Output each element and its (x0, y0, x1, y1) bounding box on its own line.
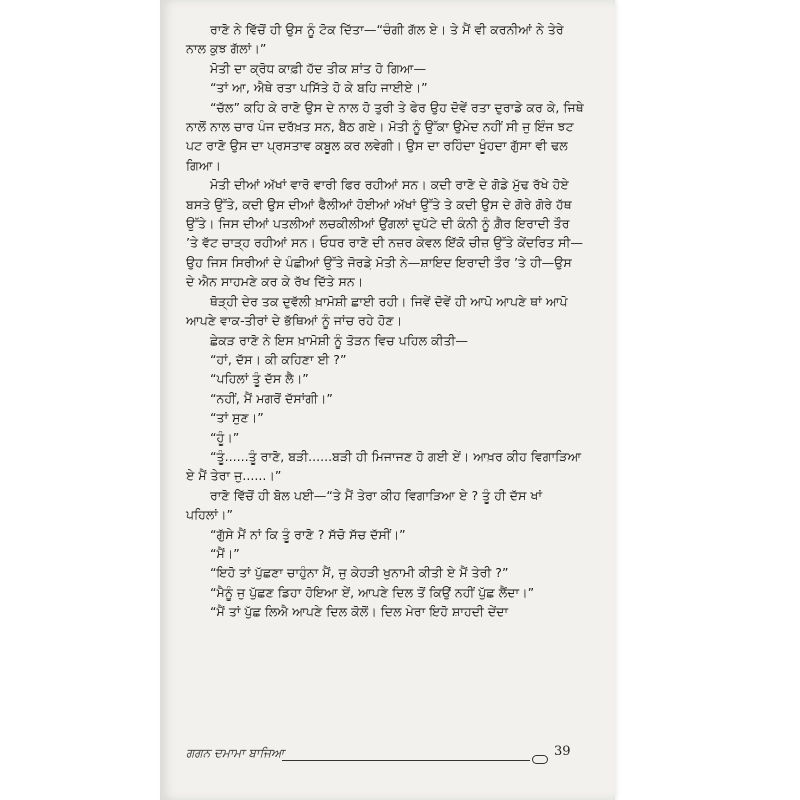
paragraph: “ਚੱਲ” ਕਹਿ ਕੇ ਰਾਣੋ ਉਸ ਦੇ ਨਾਲ ਹੋ ਤੁਰੀ ਤੇ ਫੇਰ ਉਹ ਦੋਵੇਂ ਰਤਾ ਦੁਰਾਡੇ ਕਰ ਕੇ, ਜਿਥੇ ਨਾਲੋਂ ਨਾਲ ਚਾਰ ਪੰਜ ਦਰੱਖ਼ਤ ਸਨ, ਬੈਠ ਗਏ। ਮੋਤੀ ਨੂੰ ਉੱਕਾ ਉਮੇਦ ਨਹੀਂ ਸੀ ਜੁ ਇੰਜ ਝਟ ਪਟ ਰਾਣੋ ਉਸ ਦਾ ਪ੍ਰਸਤਾਵ ਕਬੂਲ ਕਰ ਲਵੇਗੀ। ਉਸ ਦਾ ਰਹਿੰਦਾ ਖੂੰਹਦਾ ਗੁੱਸਾ ਵੀ ਢਲ ਗਿਆ। (186, 99, 584, 173)
page-text (186, 20, 584, 622)
paragraph: “ਇਹੋ ਤਾਂ ਪੁੱਛਣਾ ਚਾਹੁੰਨਾ ਮੈਂ, ਜੁ ਕੇਹੜੀ ਖੁਨਾਮੀ ਕੀਤੀ ਏ ਮੈਂ ਤੇਰੀ ?” (210, 565, 509, 581)
footer-ornament-icon (532, 755, 548, 764)
paragraph: “ਹਾਂ, ਦੱਸ। ਕੀ ਕਹਿਣਾ ਈ ?” (210, 351, 347, 367)
paragraph: “ਤੂੰ......ਤੂੰ ਰਾਣੋ, ਬੜੀ......ਬੜੀ ਹੀ ਮਿਜਾਜਣ ਹੋ ਗਈ ਏਂ। ਆਖ਼ਰ ਕੀਹ ਵਿਗਾੜਿਆ ਏ ਮੈਂ ਤੇਰਾ ਜੁ......।” (186, 448, 582, 484)
paragraph: “ਗੁੱਸੇ ਮੈਂ ਨਾਂ ਕਿ ਤੂੰ ਰਾਣੋ ? ਸੱਚੋ ਸੱਚ ਦੱਸੀਂ।” (210, 526, 406, 542)
paragraph: ਮੋਤੀ ਦਾ ਕ੍ਰੋਧ ਕਾਫ਼ੀ ਹੱਦ ਤੀਕ ਸ਼ਾਂਤ ਹੋ ਗਿਆ— (210, 60, 427, 76)
paragraph: “ਮੈਂ ਤਾਂ ਪੁੱਛ ਲਿਐ ਆਪਣੇ ਦਿਲ ਕੋਲੋਂ। ਦਿਲ ਮੇਰਾ ਇਹੋ ਸ਼ਾਹਦੀ ਦੇਂਦਾ (210, 604, 509, 620)
paragraph: “ਮੈਂ।” (210, 545, 240, 561)
footer-rule (282, 760, 530, 761)
paragraph: ਛੇਕੜ ਰਾਣੋ ਨੇ ਇਸ ਖ਼ਾਮੋਸ਼ੀ ਨੂੰ ਤੋੜਨ ਵਿਚ ਪਹਿਲ ਕੀਤੀ— (210, 332, 469, 348)
page-number: 39 (554, 744, 571, 759)
page-footer (186, 744, 586, 766)
paragraph: ਰਾਣੋ ਵਿੱਚੋਂ ਹੀ ਬੋਲ ਪਈ—“ਤੇ ਮੈਂ ਤੇਰਾ ਕੀਹ ਵਿਗਾੜਿਆ ਏ ? ਤੂੰ ਹੀ ਦੱਸ ਖਾਂ ਪਹਿਲਾਂ।” (186, 487, 543, 523)
paragraph: “ਤਾਂ ਆ, ਐਥੇ ਰਤਾ ਪਸਿੱਤੇ ਹੋ ਕੇ ਬਹਿ ਜਾਈਏ।” (210, 80, 428, 96)
paragraph: ਮੋਤੀ ਦੀਆਂ ਅੱਖਾਂ ਵਾਰੋ ਵਾਰੀ ਫਿਰ ਰਹੀਆਂ ਸਨ। ਕਦੀ ਰਾਣੋ ਦੇ ਗੋਡੇ ਮੁੱਢ ਰੱਖੇ ਹੋਏ ਬਸਤੇ ਉੱਤੇ, ਕਦੀ ਉਸ ਦੀਆਂ ਫੈਲੀਆਂ ਹੋਈਆਂ ਅੱਖਾਂ ਉੱਤੇ ਤੇ ਕਦੀ ਉਸ ਦੇ ਗੋਰੇ ਗੋਰੇ ਹੱਥ ਉੱਤੇ। ਜਿਸ ਦੀਆਂ ਪਤਲੀਆਂ ਲਚਕੀਲੀਆਂ ਉਂਗਲਾਂ ਦੁਪੱਟੇ ਦੀ ਕੰਨੀ ਨੂੰ ਗ਼ੈਰ ਇਰਾਦੀ ਤੌਰ ’ਤੇ ਵੱਟ ਚਾੜ੍ਹ ਰਹੀਆਂ ਸਨ। ਓਧਰ ਰਾਣੋ ਦੀ ਨਜ਼ਰ ਕੇਵਲ ਇੱਕੋ ਚੀਜ਼ ਉੱਤੇ ਕੇਂਦਰਿਤ ਸੀ—ਉਹ ਜਿਸ ਸਿਰੀਆਂ ਦੇ ਪੰਛੀਆਂ ਉੱਤੇ ਜੋਰਡ਼ੇ ਮੋਤੀ ਨੇ—ਸ਼ਾਇਦ ਇਰਾਦੀ ਤੌਰ ’ਤੇ ਹੀ—ਉਸ ਦੇ ਐਨ ਸਾਹਮਣੇ ਕਰ ਕੇ ਰੱਖ ਦਿੱਤੇ ਸਨ। (186, 177, 583, 290)
paragraph: “ਪਹਿਲਾਂ ਤੂੰ ਦੱਸ ਲੈ।” (210, 371, 309, 387)
paragraph: “ਨਹੀਂ, ਮੈਂ ਮਗਰੋਂ ਦੱਸਾਂਗੀ।” (210, 390, 333, 406)
paragraph: “ਮੈਨੂੰ ਜੁ ਪੁੱਛਣ ਡਿਹਾ ਹੋਇਆ ਏਂ, ਆਪਣੇ ਦਿਲ ਤੋਂ ਕਿਉਂ ਨਹੀਂ ਪੁੱਛ ਲੈਂਦਾ।” (210, 584, 535, 600)
paragraph: ਰਾਣੋ ਨੇ ਵਿੱਚੋਂ ਹੀ ਉਸ ਨੂੰ ਟੋਕ ਦਿੱਤਾ—“ਚੰਗੀ ਗੱਲ ਏ। ਤੇ ਮੈਂ ਵੀ ਕਰਨੀਆਂ ਨੇ ਤੇਰੇ ਨਾਲ ਕੁਝ ਗੱਲਾਂ।” (186, 22, 564, 57)
paragraph: “ਤਾਂ ਸੁਣ।” (210, 410, 264, 426)
running-title: ਗਗਨ ਦਮਾਮਾ ਬਾਜਿਆ (186, 746, 285, 760)
paragraph: “ਹੂੰ।” (210, 429, 240, 445)
paragraph: ਥੋੜ੍ਹੀ ਦੇਰ ਤਕ ਦੁਵੱਲੀ ਖ਼ਾਮੋਸ਼ੀ ਛਾਈ ਰਹੀ। ਜਿਵੇਂ ਦੋਵੇਂ ਹੀ ਆਪੋ ਆਪਣੇ ਥਾਂ ਆਪੋ ਆਪਣੇ ਵਾਕ-ਤੀਰਾਂ ਦੇ ਭੱਥਿਆਂ ਨੂੰ ਜਾਂਚ ਰਹੇ ਹੋਣ। (186, 293, 568, 329)
